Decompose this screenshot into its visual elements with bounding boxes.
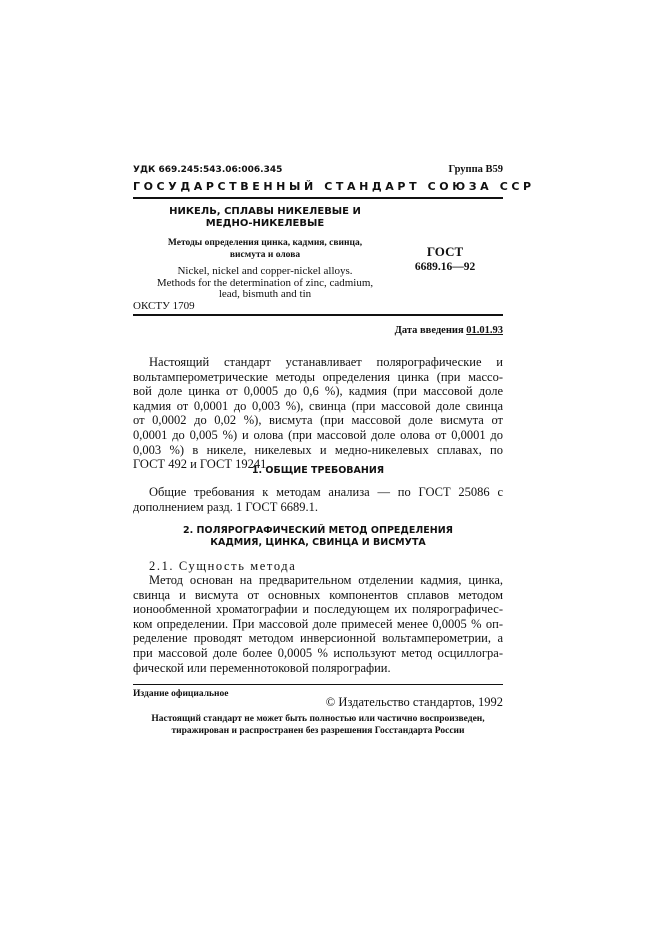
paragraph-line: при массовой доле более 0,0005 % используют метод осциллогра-: [133, 645, 503, 660]
section2-subheading: 2.1. Сущность метода: [149, 559, 297, 573]
title-line: МЕДНО-НИКЕЛЕВЫЕ: [205, 218, 325, 229]
paragraph-line: вольтамперометрические методы определения цинка (при массо-: [133, 369, 503, 384]
subtitle-line: Методы определения цинка, кадмия, свинца,: [167, 238, 363, 248]
english-line: lead, bismuth and tin: [218, 288, 312, 300]
paragraph-line: Метод основан на предварительном отделении кадмия, цинка,: [149, 573, 503, 587]
paragraph-line: свинца и висмута от основных компонентов сплавов методом: [133, 587, 503, 602]
section2-heading: [133, 525, 503, 549]
paragraph-line: 0,0001 до 0,005 %) и олова (при массовой доле олова от 0,0001 до: [133, 427, 503, 442]
paragraph-line: вой доле цинка от 0,0005 до 0,6 %), кадмия (при массовой доле: [133, 384, 503, 399]
english-line: Nickel, nickel and copper-nickel alloys.: [177, 265, 353, 277]
heading-line: 2. ПОЛЯРОГРАФИЧЕСКИЙ МЕТОД ОПРЕДЕЛЕНИЯ: [183, 525, 453, 536]
document-title: [160, 206, 370, 230]
paragraph-line: ГОСТ 492 и ГОСТ 19241.: [133, 457, 270, 472]
notice-line: Настоящий стандарт не может быть полностью или частично воспроизведен,: [151, 714, 485, 724]
section2-text: [133, 573, 503, 675]
paragraph-line: ком определении. При массовой доле примесей менее 0,0005 % оп-: [133, 616, 503, 631]
heading-line: КАДМИЯ, ЦИНКА, СВИНЦА И ВИСМУТА: [210, 537, 426, 548]
paragraph-line: кадмия от 0,0001 до 0,003 %), свинца (при массовой доле свинца: [133, 398, 503, 413]
state-standard-title: ГОСУДАРСТВЕННЫЙ СТАНДАРТ СОЮЗА ССР: [133, 180, 535, 193]
paragraph-line: фической или переменнотоковой полярографии.: [133, 660, 391, 675]
english-line: Methods for the determination of zinc, cadmium,: [156, 276, 374, 289]
paragraph-line: 0,003 %) в никеле, никелевых и медно-никелевых сплавах, по: [133, 442, 503, 457]
paragraph-line: ределение проводят методом инверсионной вольтамперометрии, а: [133, 631, 503, 646]
official-edition: Издание официальное: [133, 689, 229, 699]
udk-code: УДК 669.245:543.06:006.345: [133, 165, 283, 175]
methods-subtitle: [150, 237, 380, 261]
copyright-notice: [133, 713, 503, 737]
subtitle-line: висмута и олова: [229, 250, 301, 260]
paragraph-line: от 0,0002 до 0,02 %), висмута (при массовой доле висмута от: [133, 413, 503, 428]
title-bottom-rule: [133, 314, 503, 316]
paragraph-line: дополнением разд. 1 ГОСТ 6689.1.: [133, 499, 319, 514]
copyright: © Издательство стандартов, 1992: [325, 695, 503, 709]
paragraph-line: Настоящий стандарт устанавливает полярографические и: [149, 355, 503, 369]
title-line: НИКЕЛЬ, СПЛАВЫ НИКЕЛЕВЫЕ И: [169, 206, 361, 217]
gost-label: ГОСТ: [426, 244, 464, 259]
gost-number: 6689.16—92: [414, 261, 476, 273]
top-rule: [133, 197, 503, 199]
section1-heading: 1. ОБЩИЕ ТРЕБОВАНИЯ: [251, 465, 385, 476]
intro-date-value: 01.01.93: [466, 325, 503, 336]
paragraph-line: ионообменной хроматографии и последующем их полярографичес-: [133, 602, 503, 617]
footer-rule: [133, 684, 503, 685]
section1-text: [133, 485, 503, 514]
okstu-code: ОКСТУ 1709: [133, 300, 195, 312]
intro-date: [395, 325, 503, 336]
intro-paragraph: [133, 355, 503, 472]
english-title: [150, 266, 380, 301]
paragraph-line: Общие требования к методам анализа — по ГОСТ 25086 с: [149, 485, 503, 499]
intro-date-label: Дата введения: [394, 325, 464, 336]
group-code: Группа В59: [448, 164, 503, 175]
notice-line: тиражирован и распространен без разрешения Госстандарта России: [171, 726, 465, 736]
